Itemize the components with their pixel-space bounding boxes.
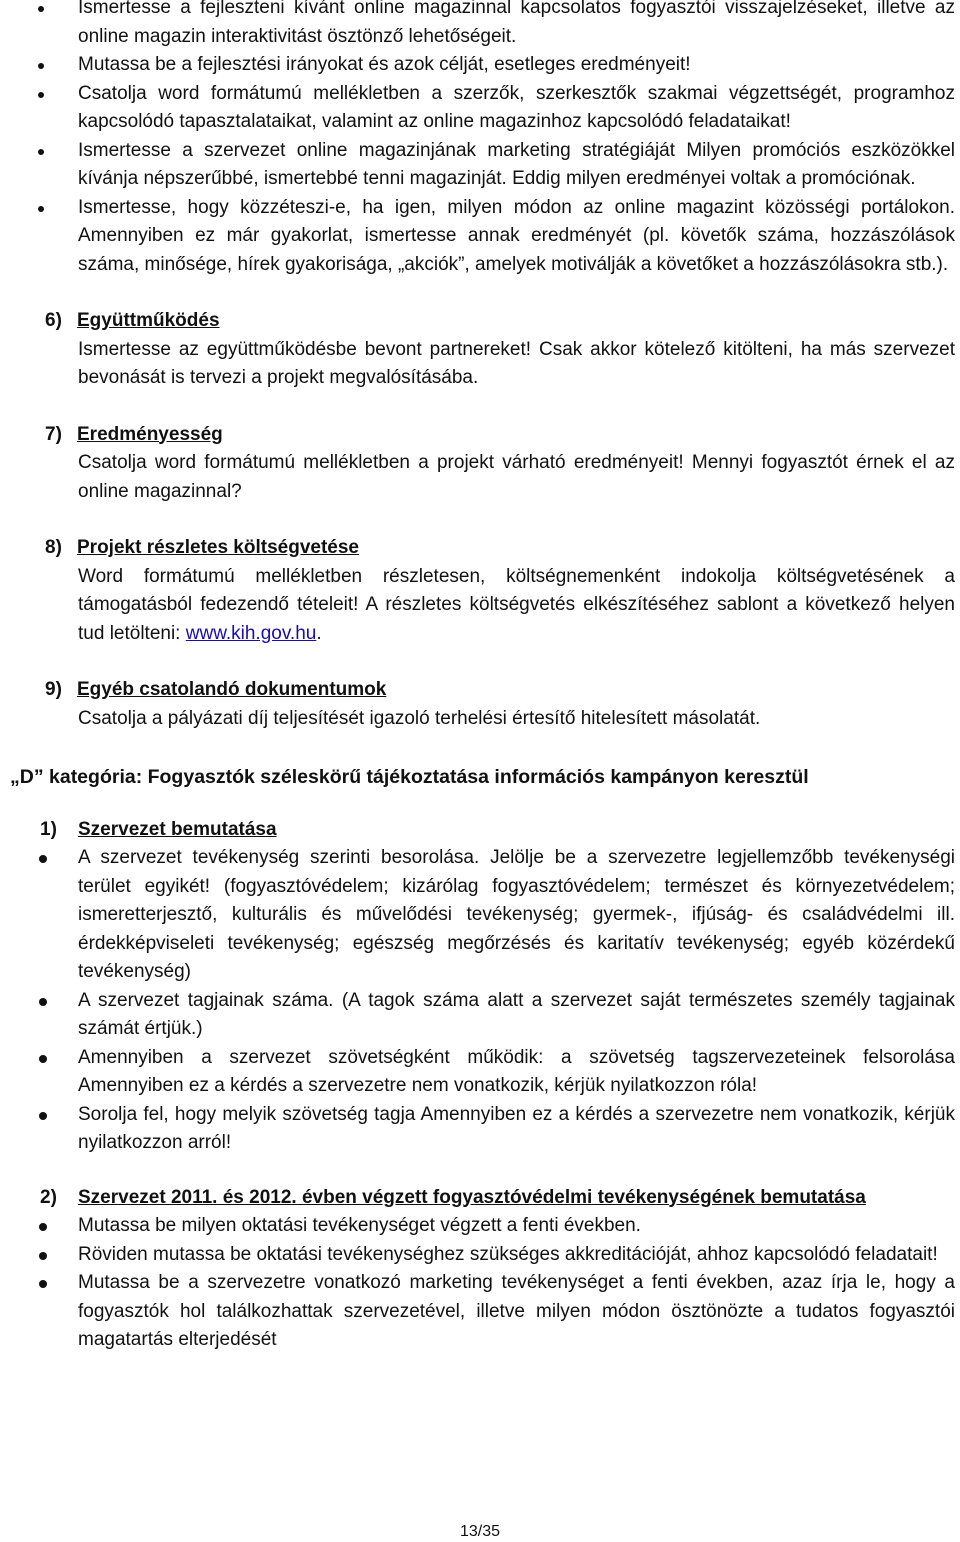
kih-website-link[interactable]: www.kih.gov.hu: [185, 622, 317, 644]
section-title: Szervezet 2011. és 2012. évben végzett fogyasztóvédelmi tevékenységének bemutatása: [78, 1186, 866, 1208]
section-title: Együttműködés: [77, 310, 220, 331]
section-heading: [0, 676, 960, 705]
section-body: Ismertesse az együttműködésbe bevont partnereket! Csak akkor kötelező kitölteni, ha más szervezet bevonását is tervezi a projekt megvalósításába.: [78, 338, 955, 388]
section-number: 7): [45, 423, 62, 445]
list-item: Ismertesse a szervezet online magazinjának marketing stratégiáját Milyen promóciós eszközökkel kívánja népszerűbbé, ismertebbé tenni magazinját. Eddig milyen eredményei voltak a promóciónak.: [0, 137, 960, 194]
list-item: Ismertesse a fejleszteni kívánt online magazinnal kapcsolatos fogyasztói visszajelzéseket, illetve az online magazin interaktivitást ösztönző lehetőségeit.: [0, 0, 960, 51]
section-effectiveness: [0, 421, 960, 507]
section-number: 2): [40, 1186, 57, 1208]
section-number: 8): [45, 537, 62, 558]
list-item: A szervezet tagjainak száma. (A tagok száma alatt a szervezet saját természetes személy tagjainak számát értjük.): [0, 987, 960, 1044]
section-body-suffix: .: [316, 622, 322, 644]
section-heading: [0, 1184, 960, 1213]
category-d-heading: „D” kategória: Fogyasztók széleskörű tájékoztatása információs kampányon keresztül: [10, 766, 809, 788]
section-heading: [0, 421, 960, 450]
section-number: 1): [40, 818, 57, 840]
list-item: Mutassa be a szervezetre vonatkozó marketing tevékenységet a fenti években, azaz írja le, hogy a fogyasztók hol találkozhattak szervezetével, illetve milyen módon ösztönözte a tudatos fogyasztói magatartás elterjedését: [0, 1269, 960, 1355]
section-organization-presentation: [0, 816, 960, 1158]
section-heading: [0, 307, 960, 336]
bullet-list: [0, 844, 960, 1158]
section-other-documents: [0, 676, 960, 733]
list-item: Mutassa be a fejlesztési irányokat és azok célját, esetleges eredményeit!: [0, 51, 960, 80]
section-body: [0, 563, 960, 649]
list-item: Amennyiben a szervezet szövetségként működik: a szövetség tagszervezeteinek felsorolása Amennyiben ez a kérdés a szervezetre nem vonatkozik, kérjük nyilatkozzon róla!: [0, 1044, 960, 1101]
section-number: 6): [45, 310, 62, 331]
section-title: Szervezet bemutatása: [78, 818, 277, 840]
bullet-list-online-magazine: [0, 0, 960, 279]
list-item: Sorolja fel, hogy melyik szövetség tagja Amennyiben ez a kérdés a szervezetre nem vonatkozik, kérjük nyilatkozzon arról!: [0, 1101, 960, 1158]
section-consumer-protection-activity: [0, 1184, 960, 1355]
list-item: Csatolja word formátumú mellékletben a szerzők, szerkesztők szakmai végzettségét, programhoz kapcsolódó tapasztalataikat, valamint az online magazinhoz kapcsolódó feladataikat!: [0, 80, 960, 137]
page-number: 13/35: [459, 1523, 501, 1540]
section-title: Projekt részletes költségvetése: [77, 537, 359, 558]
section-number: 9): [45, 679, 62, 700]
section-heading: [0, 534, 960, 563]
list-item: Röviden mutassa be oktatási tevékenységhez szükséges akkreditációját, ahhoz kapcsolódó feladatait!: [0, 1241, 960, 1270]
list-item: A szervezet tevékenység szerinti besorolása. Jelölje be a szervezetre legjellemzőbb tevékenységi terület egyikét! (fogyasztóvédelem; kizárólag fogyasztóvédelem; természet és környezetvédelem; ismeretterjesztő, kulturális és művelődési tevékenység; gyermek-, ifjúság- és családvédelmi ill. érdekképviseleti tevékenység; egészség megőrzésés és karitatív tevékenység; egyéb közérdekű tevékenység): [0, 844, 960, 987]
section-cooperation: [0, 307, 960, 393]
section-body: Csatolja word formátumú mellékletben a projekt várható eredményeit! Mennyi fogyasztót érnek el az online magazinnal?: [78, 452, 955, 502]
list-item: Mutassa be milyen oktatási tevékenységet végzett a fenti években.: [0, 1212, 960, 1241]
section-title: Eredményesség: [77, 423, 223, 445]
section-body: Csatolja a pályázati díj teljesítését igazoló terhelési értesítő hitelesített másolatát.: [78, 707, 761, 729]
bullet-list: [0, 1212, 960, 1355]
section-heading: [0, 816, 960, 845]
list-item: Ismertesse, hogy közzéteszi-e, ha igen, milyen módon az online magazint közösségi portálokon. Amennyiben ez már gyakorlat, ismertesse annak eredményét (pl. követők száma, hozzászólások száma, minősége, hírek gyakorisága, „akciók”, amelyek motiválják a követőket a hozzászólásokra stb.).: [0, 194, 960, 280]
section-budget: [0, 534, 960, 648]
section-body-text: Word formátumú mellékletben részletesen, költségnemenként indokolja költségvetésének a támogatásból fedezendő tételeit! A részletes költségvetés elkészítéséhez sablont a következő helyen tud letölteni:: [78, 565, 955, 644]
section-title: Egyéb csatolandó dokumentumok: [77, 679, 387, 700]
